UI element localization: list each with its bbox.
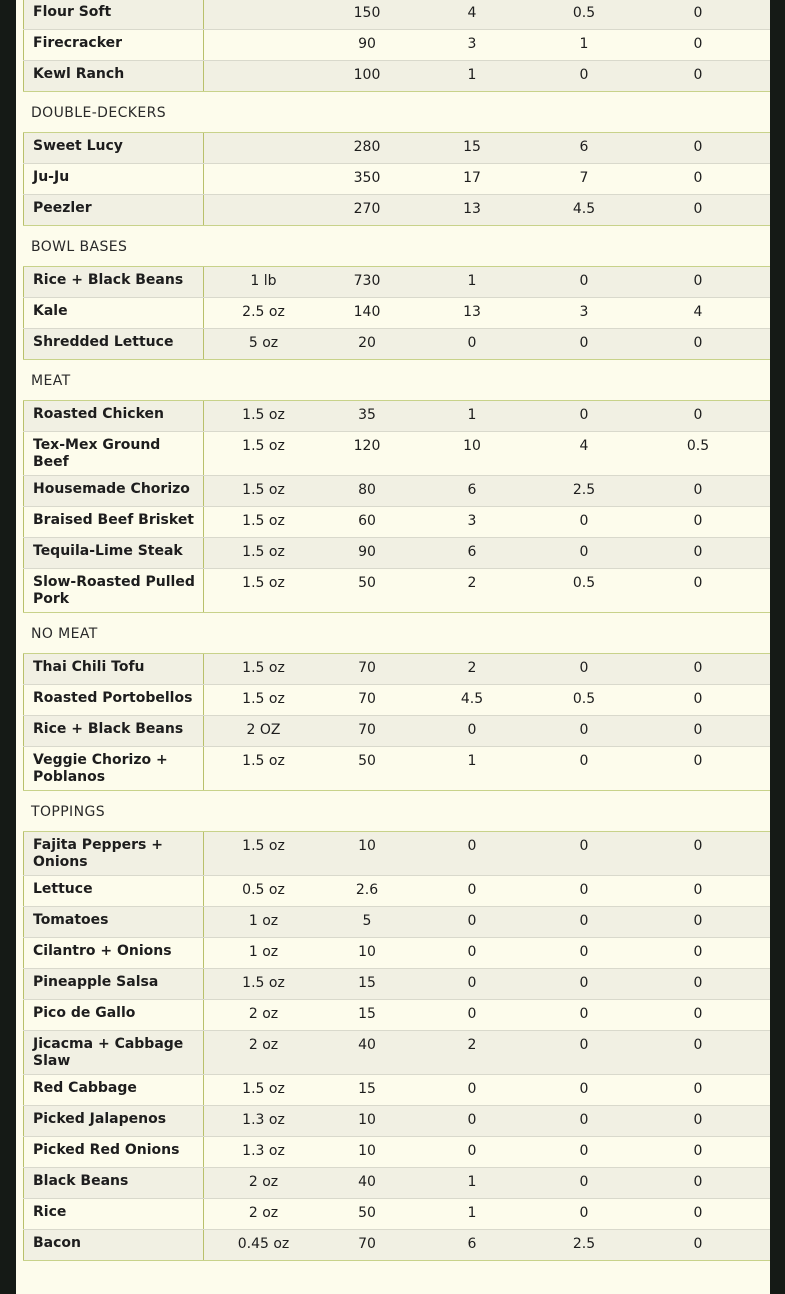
value-col-1: 5 xyxy=(362,913,372,929)
item-name: Sweet Lucy xyxy=(23,133,204,163)
value-col-2: 1 xyxy=(467,67,477,83)
item-name: Peezler xyxy=(23,195,204,225)
value-col-4: 0 xyxy=(693,660,703,676)
value-col-2: 1 xyxy=(467,1174,477,1190)
serving-size: 1 oz xyxy=(248,944,279,960)
serving-size: 0.5 oz xyxy=(242,882,285,898)
table-row xyxy=(23,716,770,747)
table-row xyxy=(23,832,770,876)
section-table xyxy=(23,133,770,226)
value-col-4: 0 xyxy=(693,407,703,423)
table-row xyxy=(23,401,770,432)
value-col-3: 0 xyxy=(579,1143,589,1159)
item-name: Shredded Lettuce xyxy=(23,329,204,359)
section-meat xyxy=(23,360,770,613)
value-col-4: 0 xyxy=(693,544,703,560)
table-row xyxy=(23,1075,770,1106)
item-name: Tequila-Lime Steak xyxy=(23,538,204,568)
value-col-4: 0 xyxy=(693,753,703,769)
value-col-4: 0 xyxy=(693,944,703,960)
item-name: Kale xyxy=(23,298,204,328)
table-row xyxy=(23,876,770,907)
nutrition-sheet xyxy=(16,0,770,1294)
value-col-4: 0 xyxy=(693,139,703,155)
serving-size: 2 oz xyxy=(248,1006,279,1022)
item-name: Pico de Gallo xyxy=(23,1000,204,1030)
value-col-4: 0 xyxy=(693,1143,703,1159)
value-col-2: 0 xyxy=(467,1081,477,1097)
value-col-1: 80 xyxy=(358,482,376,498)
table-row xyxy=(23,164,770,195)
value-col-1: 150 xyxy=(353,5,381,21)
serving-size xyxy=(204,61,323,91)
item-name: Roasted Portobellos xyxy=(23,685,204,715)
item-name: Lettuce xyxy=(23,876,204,906)
serving-size: 5 oz xyxy=(248,335,279,351)
section-heading: BOWL BASES xyxy=(23,226,770,267)
value-col-1: 50 xyxy=(358,1205,376,1221)
table-row xyxy=(23,1106,770,1137)
item-name: Roasted Chicken xyxy=(23,401,204,431)
value-col-2: 3 xyxy=(467,513,477,529)
serving-size: 1.5 oz xyxy=(242,975,285,991)
section-heading: DOUBLE-DECKERS xyxy=(23,92,770,133)
value-col-1: 50 xyxy=(358,753,376,769)
value-col-2: 0 xyxy=(467,975,477,991)
value-col-3: 7 xyxy=(579,170,589,186)
value-col-1: 15 xyxy=(358,1081,376,1097)
value-col-3: 0 xyxy=(579,1112,589,1128)
item-name: Slow-Roasted Pulled Pork xyxy=(23,569,204,612)
value-col-2: 6 xyxy=(467,1236,477,1252)
value-col-1: 15 xyxy=(358,975,376,991)
table-row xyxy=(23,30,770,61)
value-col-1: 10 xyxy=(358,944,376,960)
value-col-4: 0 xyxy=(693,882,703,898)
value-col-4: 0 xyxy=(693,36,703,52)
table-row xyxy=(23,298,770,329)
value-col-4: 0.5 xyxy=(686,438,710,454)
item-name: Thai Chili Tofu xyxy=(23,654,204,684)
value-col-2: 13 xyxy=(463,201,481,217)
item-name: Flour Soft xyxy=(23,0,204,29)
value-col-2: 0 xyxy=(467,944,477,960)
serving-size: 2.5 oz xyxy=(242,304,285,320)
value-col-3: 0 xyxy=(579,660,589,676)
value-col-4: 0 xyxy=(693,513,703,529)
item-name: Jicacma + Cabbage Slaw xyxy=(23,1031,204,1074)
item-name: Rice xyxy=(23,1199,204,1229)
value-col-3: 0 xyxy=(579,544,589,560)
table-row xyxy=(23,747,770,791)
table-row xyxy=(23,476,770,507)
value-col-1: 60 xyxy=(358,513,376,529)
value-col-4: 0 xyxy=(693,1037,703,1053)
section-table xyxy=(23,832,770,1261)
value-col-3: 0 xyxy=(579,1205,589,1221)
value-col-4: 0 xyxy=(693,273,703,289)
item-name: Firecracker xyxy=(23,30,204,60)
serving-size: 2 oz xyxy=(248,1037,279,1053)
item-name: Rice + Black Beans xyxy=(23,267,204,297)
serving-size: 2 oz xyxy=(248,1205,279,1221)
table-row xyxy=(23,654,770,685)
value-col-4: 0 xyxy=(693,5,703,21)
table-row xyxy=(23,329,770,360)
table-row xyxy=(23,907,770,938)
table-row xyxy=(23,938,770,969)
value-col-3: 0 xyxy=(579,513,589,529)
serving-size: 1 oz xyxy=(248,913,279,929)
table-row xyxy=(23,538,770,569)
value-col-3: 0 xyxy=(579,407,589,423)
serving-size: 1.5 oz xyxy=(242,482,285,498)
serving-size: 1.3 oz xyxy=(242,1143,285,1159)
table-row xyxy=(23,1000,770,1031)
value-col-4: 0 xyxy=(693,1205,703,1221)
value-col-1: 100 xyxy=(353,67,381,83)
value-col-1: 40 xyxy=(358,1037,376,1053)
table-row xyxy=(23,969,770,1000)
value-col-4: 0 xyxy=(693,1112,703,1128)
value-col-4: 0 xyxy=(693,170,703,186)
value-col-1: 90 xyxy=(358,544,376,560)
value-col-2: 3 xyxy=(467,36,477,52)
value-col-2: 0 xyxy=(467,722,477,738)
value-col-4: 0 xyxy=(693,691,703,707)
table-row xyxy=(23,1168,770,1199)
value-col-3: 0 xyxy=(579,1037,589,1053)
value-col-1: 20 xyxy=(358,335,376,351)
value-col-2: 10 xyxy=(463,438,481,454)
table-row xyxy=(23,1199,770,1230)
value-col-3: 4.5 xyxy=(572,201,596,217)
value-col-4: 0 xyxy=(693,201,703,217)
serving-size: 1.5 oz xyxy=(242,544,285,560)
serving-size: 2 oz xyxy=(248,1174,279,1190)
value-col-3: 6 xyxy=(579,139,589,155)
serving-size: 1.5 oz xyxy=(242,660,285,676)
value-col-1: 70 xyxy=(358,722,376,738)
item-name: Ju-Ju xyxy=(23,164,204,194)
value-col-2: 0 xyxy=(467,335,477,351)
table-row xyxy=(23,507,770,538)
value-col-3: 0 xyxy=(579,335,589,351)
value-col-4: 0 xyxy=(693,1006,703,1022)
value-col-4: 4 xyxy=(693,304,703,320)
serving-size: 1.5 oz xyxy=(242,575,285,591)
nutrition-tables xyxy=(23,0,770,1261)
table-row xyxy=(23,432,770,476)
table-row xyxy=(23,1137,770,1168)
value-col-3: 0 xyxy=(579,753,589,769)
item-name: Cilantro + Onions xyxy=(23,938,204,968)
serving-size: 1 lb xyxy=(250,273,277,289)
value-col-3: 0 xyxy=(579,67,589,83)
value-col-2: 4.5 xyxy=(460,691,484,707)
item-name: Bacon xyxy=(23,1230,204,1260)
table-row xyxy=(23,1230,770,1261)
value-col-1: 40 xyxy=(358,1174,376,1190)
item-name: Pineapple Salsa xyxy=(23,969,204,999)
value-col-1: 280 xyxy=(353,139,381,155)
section-table xyxy=(23,401,770,613)
value-col-3: 0.5 xyxy=(572,575,596,591)
value-col-3: 0 xyxy=(579,1006,589,1022)
serving-size: 1.5 oz xyxy=(242,753,285,769)
value-col-1: 90 xyxy=(358,36,376,52)
value-col-2: 0 xyxy=(467,838,477,854)
item-name: Fajita Peppers + Onions xyxy=(23,832,204,875)
value-col-1: 70 xyxy=(358,660,376,676)
value-col-2: 6 xyxy=(467,544,477,560)
value-col-1: 10 xyxy=(358,1112,376,1128)
value-col-1: 70 xyxy=(358,691,376,707)
value-col-1: 70 xyxy=(358,1236,376,1252)
table-row xyxy=(23,267,770,298)
value-col-3: 0 xyxy=(579,944,589,960)
value-col-2: 6 xyxy=(467,482,477,498)
serving-size: 1.5 oz xyxy=(242,838,285,854)
serving-size: 0.45 oz xyxy=(237,1236,290,1252)
value-col-1: 140 xyxy=(353,304,381,320)
value-col-1: 15 xyxy=(358,1006,376,1022)
value-col-4: 0 xyxy=(693,1236,703,1252)
value-col-3: 0 xyxy=(579,1081,589,1097)
section-table xyxy=(23,267,770,360)
section-heading: NO MEAT xyxy=(23,613,770,654)
serving-size: 1.3 oz xyxy=(242,1112,285,1128)
serving-size: 2 OZ xyxy=(246,722,281,738)
value-col-4: 0 xyxy=(693,575,703,591)
value-col-3: 1 xyxy=(579,36,589,52)
value-col-2: 0 xyxy=(467,1112,477,1128)
value-col-4: 0 xyxy=(693,838,703,854)
table-row xyxy=(23,685,770,716)
value-col-4: 0 xyxy=(693,1174,703,1190)
serving-size xyxy=(204,195,323,225)
item-name: Kewl Ranch xyxy=(23,61,204,91)
value-col-2: 0 xyxy=(467,913,477,929)
value-col-4: 0 xyxy=(693,722,703,738)
serving-size xyxy=(204,30,323,60)
item-name: Black Beans xyxy=(23,1168,204,1198)
value-col-3: 0 xyxy=(579,273,589,289)
value-col-2: 4 xyxy=(467,5,477,21)
value-col-2: 2 xyxy=(467,575,477,591)
serving-size: 1.5 oz xyxy=(242,513,285,529)
value-col-4: 0 xyxy=(693,67,703,83)
section-double-deckers xyxy=(23,92,770,226)
item-name: Picked Jalapenos xyxy=(23,1106,204,1136)
value-col-1: 270 xyxy=(353,201,381,217)
value-col-1: 50 xyxy=(358,575,376,591)
value-col-3: 0 xyxy=(579,722,589,738)
table-row xyxy=(23,195,770,226)
item-name: Red Cabbage xyxy=(23,1075,204,1105)
table-row xyxy=(23,133,770,164)
table-row xyxy=(23,0,770,30)
item-name: Rice + Black Beans xyxy=(23,716,204,746)
value-col-2: 0 xyxy=(467,1006,477,1022)
value-col-2: 0 xyxy=(467,882,477,898)
value-col-3: 2.5 xyxy=(572,1236,596,1252)
serving-size: 1.5 oz xyxy=(242,407,285,423)
serving-size: 1.5 oz xyxy=(242,1081,285,1097)
value-col-2: 1 xyxy=(467,273,477,289)
section-table xyxy=(23,654,770,791)
item-name: Tomatoes xyxy=(23,907,204,937)
value-col-3: 3 xyxy=(579,304,589,320)
serving-size xyxy=(204,0,323,29)
value-col-1: 2.6 xyxy=(355,882,379,898)
value-col-1: 10 xyxy=(358,1143,376,1159)
value-col-1: 350 xyxy=(353,170,381,186)
value-col-3: 0.5 xyxy=(572,5,596,21)
item-name: Braised Beef Brisket xyxy=(23,507,204,537)
value-col-1: 730 xyxy=(353,273,381,289)
value-col-1: 35 xyxy=(358,407,376,423)
section-heading: MEAT xyxy=(23,360,770,401)
section-heading: TOPPINGS xyxy=(23,791,770,832)
value-col-3: 0 xyxy=(579,882,589,898)
value-col-2: 1 xyxy=(467,753,477,769)
value-col-4: 0 xyxy=(693,1081,703,1097)
item-name: Picked Red Onions xyxy=(23,1137,204,1167)
item-name: Tex-Mex Ground Beef xyxy=(23,432,204,475)
value-col-2: 1 xyxy=(467,407,477,423)
value-col-4: 0 xyxy=(693,482,703,498)
value-col-3: 0 xyxy=(579,1174,589,1190)
value-col-1: 120 xyxy=(353,438,381,454)
value-col-3: 2.5 xyxy=(572,482,596,498)
section-toppings xyxy=(23,791,770,1261)
table-row xyxy=(23,1031,770,1075)
section-no-meat xyxy=(23,613,770,791)
section-table xyxy=(23,0,770,92)
value-col-2: 0 xyxy=(467,1143,477,1159)
value-col-3: 0.5 xyxy=(572,691,596,707)
value-col-4: 0 xyxy=(693,913,703,929)
value-col-2: 2 xyxy=(467,1037,477,1053)
serving-size: 1.5 oz xyxy=(242,691,285,707)
table-row xyxy=(23,569,770,613)
table-row xyxy=(23,61,770,92)
section-top xyxy=(23,0,770,92)
value-col-3: 0 xyxy=(579,913,589,929)
serving-size: 1.5 oz xyxy=(242,438,285,454)
value-col-2: 15 xyxy=(463,139,481,155)
value-col-2: 1 xyxy=(467,1205,477,1221)
section-bowl-bases xyxy=(23,226,770,360)
item-name: Housemade Chorizo xyxy=(23,476,204,506)
serving-size xyxy=(204,164,323,194)
value-col-3: 0 xyxy=(579,975,589,991)
value-col-3: 4 xyxy=(579,438,589,454)
value-col-4: 0 xyxy=(693,335,703,351)
value-col-2: 2 xyxy=(467,660,477,676)
value-col-2: 13 xyxy=(463,304,481,320)
value-col-3: 0 xyxy=(579,838,589,854)
serving-size xyxy=(204,133,323,163)
value-col-2: 17 xyxy=(463,170,481,186)
value-col-4: 0 xyxy=(693,975,703,991)
item-name: Veggie Chorizo + Poblanos xyxy=(23,747,204,790)
value-col-1: 10 xyxy=(358,838,376,854)
